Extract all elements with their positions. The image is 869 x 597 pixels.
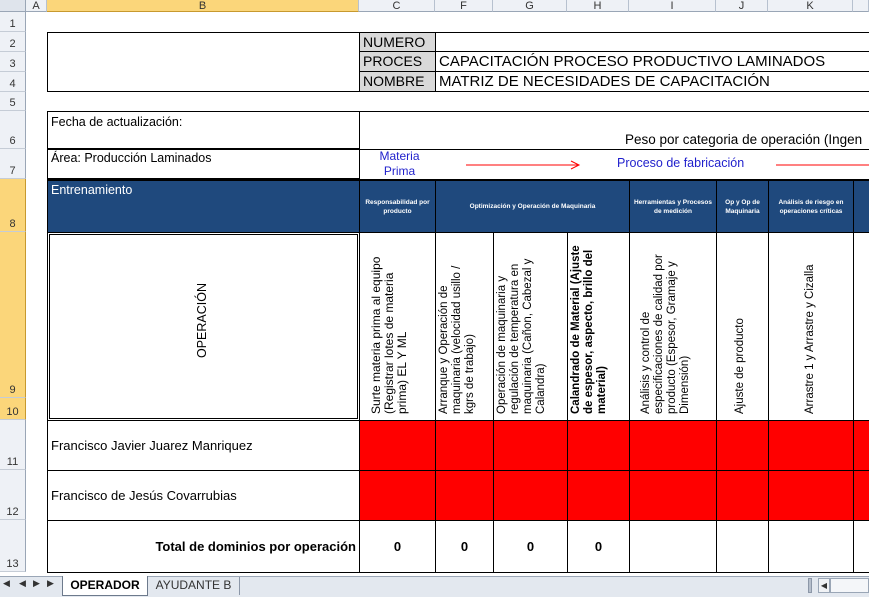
col-header-b[interactable]: B xyxy=(47,0,359,12)
row-header-9[interactable]: 9 xyxy=(0,232,26,398)
peso-cell[interactable]: Peso por categoria de operación (Ingen xyxy=(359,111,869,150)
col-header-a[interactable]: A xyxy=(26,0,47,12)
col-header-g[interactable]: G xyxy=(493,0,567,12)
total-cell[interactable] xyxy=(629,520,717,573)
proces-label-cell[interactable]: PROCES xyxy=(359,51,436,72)
select-all-corner[interactable] xyxy=(0,0,26,12)
row-header-2[interactable]: 2 xyxy=(0,32,26,52)
tab-nav-prev-icon[interactable]: ◀ xyxy=(19,578,26,588)
row-header-12[interactable]: 12 xyxy=(0,470,26,520)
row-header-6[interactable]: 6 xyxy=(0,111,26,149)
materia-prima-label: Materia Prima xyxy=(379,149,420,178)
col-header-k[interactable]: K xyxy=(768,0,853,12)
total-cell[interactable]: 0 xyxy=(567,520,630,573)
score-cell[interactable] xyxy=(435,470,494,521)
op-header-3: Operación de maquinaria y regulación de temperatura en maquinaria (Cañon, Cabezal y Calandra) xyxy=(496,258,547,414)
category-responsabilidad[interactable]: Responsabilidad por producto xyxy=(359,179,436,233)
numero-label-cell[interactable]: NUMERO xyxy=(359,32,436,52)
person-cell-1[interactable]: Francisco Javier Juarez Manriquez xyxy=(47,420,360,471)
score-cell[interactable] xyxy=(359,470,436,521)
tab-nav-first-icon[interactable]: ◀ xyxy=(3,578,10,588)
row-header-7[interactable]: 7 xyxy=(0,149,26,179)
numero-value-cell[interactable] xyxy=(435,32,869,52)
score-cell[interactable] xyxy=(567,470,630,521)
row-header-1[interactable]: 1 xyxy=(0,12,26,32)
nombre-label-cell[interactable]: NOMBRE xyxy=(359,71,436,92)
total-cell[interactable] xyxy=(853,520,869,573)
score-cell[interactable] xyxy=(629,420,717,471)
col-header-f[interactable]: F xyxy=(435,0,493,12)
total-cell[interactable] xyxy=(716,520,769,573)
row-header-5[interactable]: 5 xyxy=(0,92,26,111)
row-header-11[interactable]: 11 xyxy=(0,420,26,470)
col-header-h[interactable]: H xyxy=(567,0,629,12)
score-cell[interactable] xyxy=(493,420,568,471)
tab-nav-last-icon[interactable]: ▶ xyxy=(47,578,54,588)
score-cell[interactable] xyxy=(629,470,717,521)
row-header-4[interactable]: 4 xyxy=(0,72,26,92)
op-header-7: Arrastre 1 y Arrastre y Cizalla xyxy=(804,264,816,414)
fecha-cell[interactable]: Fecha de actualización: xyxy=(47,111,360,150)
col-header-j[interactable]: J xyxy=(716,0,768,12)
tab-operador[interactable]: OPERADOR xyxy=(62,576,148,596)
score-cell[interactable] xyxy=(716,470,769,521)
category-next[interactable] xyxy=(853,179,869,233)
person-cell-2[interactable]: Francisco de Jesús Covarrubias xyxy=(47,470,360,521)
total-cell[interactable]: 0 xyxy=(359,520,436,573)
tab-ayudante-b[interactable]: AYUDANTE B xyxy=(148,577,240,595)
area-cell[interactable]: Área: Producción Laminados xyxy=(47,148,360,180)
total-cell[interactable]: 0 xyxy=(493,520,568,573)
score-cell[interactable] xyxy=(768,470,854,521)
score-cell[interactable] xyxy=(567,420,630,471)
score-cell[interactable] xyxy=(853,470,869,521)
horizontal-scrollbar[interactable] xyxy=(830,578,869,593)
row-header-3[interactable]: 3 xyxy=(0,52,26,72)
op-header-4: Calandrado de Material (Ajuste de espesor, aspecto, brillo del material) xyxy=(570,245,608,414)
op-header-6: Ajuste de producto xyxy=(734,318,746,414)
horizontal-scroll-left-icon[interactable]: ◀ xyxy=(818,578,830,593)
score-cell[interactable] xyxy=(435,420,494,471)
total-cell[interactable]: 0 xyxy=(435,520,494,573)
tab-nav-next-icon[interactable]: ▶ xyxy=(33,578,40,588)
category-optimizacion[interactable]: Optimización y Operación de Maquinaria xyxy=(435,179,630,233)
category-op-maquinaria[interactable]: Op y Op de Maquinaria xyxy=(716,179,769,233)
score-cell[interactable] xyxy=(768,420,854,471)
score-cell[interactable] xyxy=(716,420,769,471)
row-header-13[interactable]: 13 xyxy=(0,520,26,572)
category-analisis-riesgo[interactable]: Análisis de riesgo en operaciones críticas xyxy=(768,179,854,233)
nombre-value-cell[interactable]: MATRIZ DE NECESIDADES DE CAPACITACIÓN xyxy=(435,71,869,92)
col-header-i[interactable]: I xyxy=(629,0,716,12)
category-herramientas[interactable]: Herramientas y Procesos de medición xyxy=(629,179,717,233)
total-cell[interactable] xyxy=(768,520,854,573)
score-cell[interactable] xyxy=(853,420,869,471)
row-header-10[interactable]: 10 xyxy=(0,398,26,420)
arrow-right-1 xyxy=(466,158,584,172)
score-cell[interactable] xyxy=(359,420,436,471)
row-header-8[interactable]: 8 xyxy=(0,179,26,232)
arrow-right-2 xyxy=(776,158,869,172)
op-header-2: Arranque y Operación de maquinaria (velocidad usillo / kgrs de trabajo) xyxy=(438,265,476,414)
proces-value-cell[interactable]: CAPACITACIÓN PROCESO PRODUCTIVO LAMINADOS xyxy=(435,51,869,72)
col-header-next[interactable] xyxy=(853,0,869,12)
entrenamiento-cell[interactable]: Entrenamiento xyxy=(47,179,360,233)
op-header-5: Análisis y control de especificaciones de calidad por producto (Espesor, Gramaje y Dimensión) xyxy=(640,254,691,414)
op-col-next[interactable] xyxy=(853,232,869,421)
col-header-c[interactable]: C xyxy=(359,0,435,12)
operacion-label: OPERACIÓN xyxy=(195,283,209,359)
op-header-1: Surte materia prima al equipo (Registrar lotes de materia prima) EL Y ML xyxy=(369,256,409,414)
score-cell[interactable] xyxy=(493,470,568,521)
header-box-left[interactable] xyxy=(47,32,360,92)
proceso-fabricacion-label: Proceso de fabricación xyxy=(617,156,745,170)
total-label-cell[interactable]: Total de dominios por operación xyxy=(47,520,360,573)
tab-split-handle[interactable] xyxy=(808,578,812,593)
